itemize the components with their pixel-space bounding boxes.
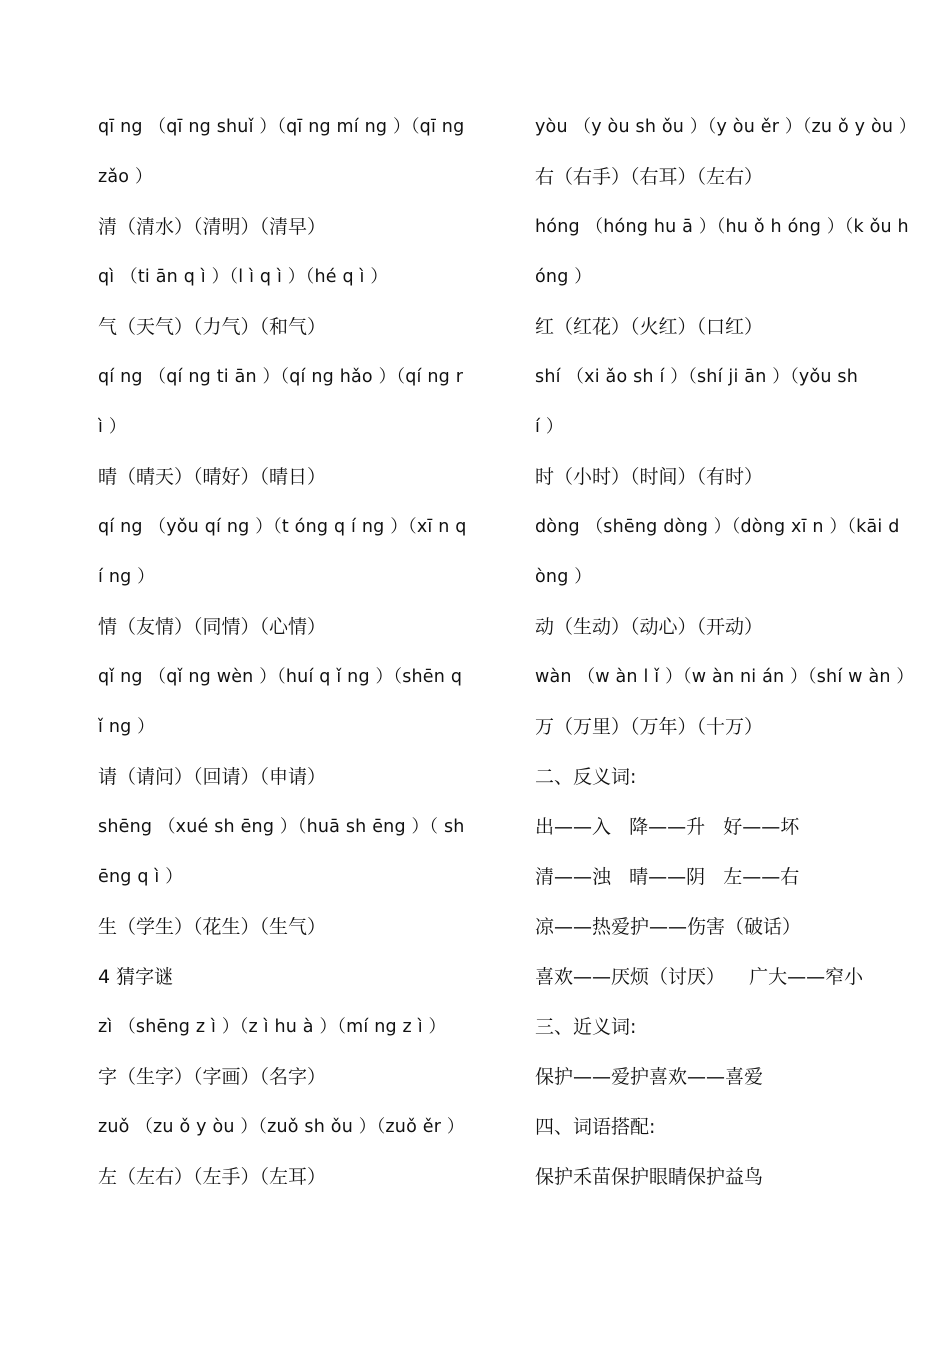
- right-pinyin-line: yòu （y òu sh ǒu ）（y òu ěr ）（zu ǒ y òu ）: [535, 117, 917, 137]
- right-text-line: 红（红花）（火红）（口红）: [535, 316, 764, 338]
- left-pinyin-line: ì ）: [98, 417, 127, 437]
- right-pinyin-line: òng ）: [535, 567, 592, 587]
- left-pinyin-line: qí ng （yǒu qí ng ）（t óng q í ng ）（xī n q: [98, 517, 467, 537]
- left-text-line: 左（左右）（左手）（左耳）: [98, 1166, 327, 1188]
- right-pinyin-line: í ）: [535, 417, 564, 437]
- left-text-line: 晴（晴天）（晴好）（晴日）: [98, 466, 327, 488]
- left-pinyin-line: zuǒ （zu ǒ y òu ）（zuǒ sh ǒu ）（zuǒ ěr ）: [98, 1117, 465, 1137]
- left-pinyin-line: qǐ ng （qǐ ng wèn ）（huí q ǐ ng ）（shēn q: [98, 667, 463, 687]
- left-pinyin-line: shēng （xué sh ēng ）（huā sh ēng ）（ sh: [98, 817, 465, 837]
- right-text-line: 出——入 降——升 好——坏: [535, 816, 800, 838]
- left-text-line: 情（友情）（同情）（心情）: [98, 616, 327, 638]
- right-pinyin-line: hóng （hóng hu ā ）（hu ǒ h óng ）（k ǒu h: [535, 217, 909, 237]
- left-text-line: 生（学生）（花生）（生气）: [98, 916, 327, 938]
- right-pinyin-line: óng ）: [535, 267, 592, 287]
- left-pinyin-line: qī ng （qī ng shuǐ ）（qī ng mí ng ）（qī ng: [98, 117, 465, 137]
- right-text-line: 喜欢——厌烦（讨厌） 广大——窄小: [535, 966, 864, 988]
- right-text-line: 动（生动）（动心）（开动）: [535, 616, 764, 638]
- left-text-line: 清（清水）（清明）（清早）: [98, 216, 327, 238]
- right-text-line: 二、反义词:: [535, 766, 637, 788]
- left-text-line: 字（生字）（字画）（名字）: [98, 1066, 327, 1088]
- right-pinyin-line: wàn （w àn l ǐ ）（w àn ni án ）（shí w àn ）: [535, 667, 915, 687]
- right-pinyin-line: shí （xi ǎo sh í ）（shí ji ān ）（yǒu sh: [535, 367, 859, 387]
- left-pinyin-line: ēng q ì ）: [98, 867, 183, 887]
- left-pinyin-line: zǎo ）: [98, 167, 153, 187]
- left-pinyin-line: qì （ti ān q ì ）（l ì q ì ）（hé q ì ）: [98, 267, 389, 287]
- right-text-line: 时（小时）（时间）（有时）: [535, 466, 764, 488]
- left-text-line: 4 猜字谜: [98, 966, 174, 988]
- right-text-line: 清——浊 晴——阴 左——右: [535, 866, 800, 888]
- left-pinyin-line: í ng ）: [98, 567, 155, 587]
- right-text-line: 右（右手）（右耳）（左右）: [535, 166, 764, 188]
- right-text-line: 万（万里）（万年）（十万）: [535, 716, 764, 738]
- left-pinyin-line: zì （shēng z ì ）（z ì hu à ）（mí ng z ì ）: [98, 1017, 447, 1037]
- left-pinyin-line: qí ng （qí ng ti ān ）（qí ng hǎo ）（qí ng r: [98, 367, 464, 387]
- left-pinyin-line: ǐ ng ）: [98, 717, 155, 737]
- right-text-line: 保护——爱护喜欢——喜爱: [535, 1066, 764, 1088]
- right-text-line: 三、近义词:: [535, 1016, 637, 1038]
- left-column: [98, 102, 508, 1202]
- right-pinyin-line: dòng （shēng dòng ）（dòng xī n ）（kāi d: [535, 517, 900, 537]
- right-text-line: 凉——热爱护——伤害（破话）: [535, 916, 802, 938]
- left-text-line: 气（天气）（力气）（和气）: [98, 316, 327, 338]
- right-text-line: 保护禾苗保护眼睛保护益鸟: [535, 1166, 764, 1188]
- right-column: [535, 102, 945, 1202]
- left-text-line: 请（请问）（回请）（申请）: [98, 766, 327, 788]
- right-text-line: 四、词语搭配:: [535, 1116, 656, 1138]
